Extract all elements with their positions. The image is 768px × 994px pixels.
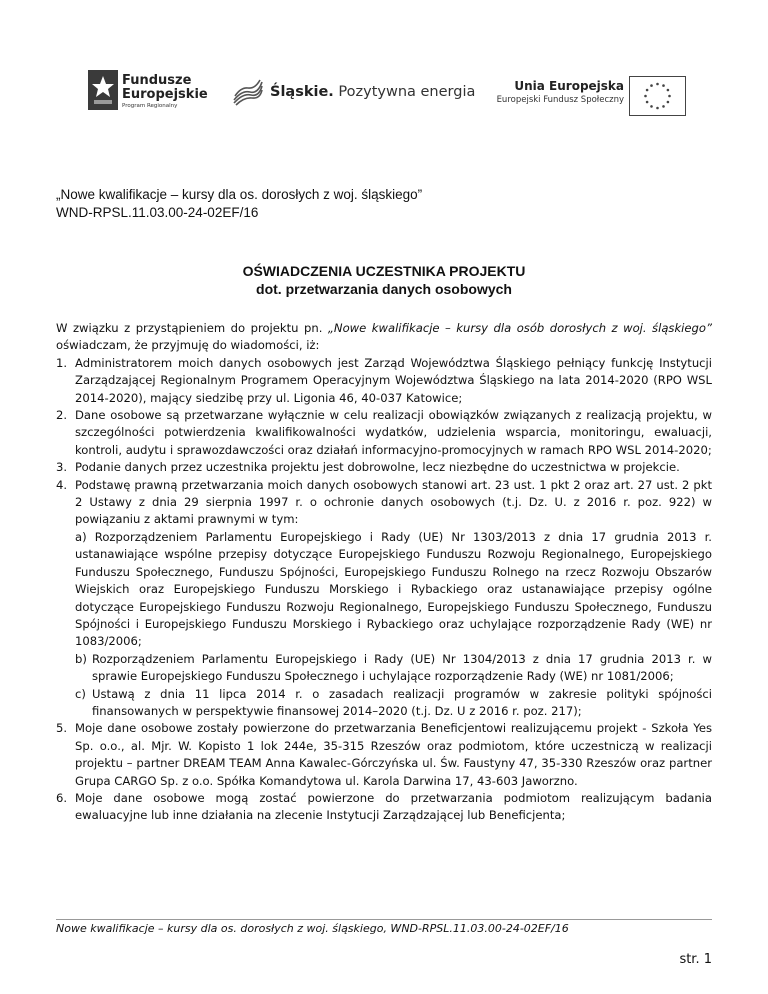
slaskie-wave-icon bbox=[232, 78, 264, 106]
fe-line3: Program Regionalny bbox=[122, 103, 178, 109]
item-text: Podstawę prawną przetwarzania moich danych osobowych stanowi art. 23 ust. 1 pkt 2 oraz art. 27 ust. 2 pkt 2 Ustawy z dnia 29 sierpnia 1997 r. o ochronie danych osobowych (t.j. Dz. U. z 2016 r. poz. 922) w powiązaniu z aktami prawnymi w tym: bbox=[75, 477, 712, 527]
sub-item-letter: a) bbox=[75, 529, 87, 544]
item-number: 6. bbox=[56, 790, 68, 805]
item-number: 3. bbox=[56, 460, 68, 475]
project-header bbox=[56, 186, 712, 222]
statement-list bbox=[56, 355, 712, 825]
sub-item-letter: b) bbox=[75, 651, 87, 666]
item-number: 4. bbox=[56, 477, 68, 492]
intro-pre: W związku z przystąpieniem do projektu pn. bbox=[56, 321, 328, 335]
intro-post: oświadczam, że przyjmuję do wiadomości, iż: bbox=[56, 338, 320, 353]
logo-bar bbox=[0, 68, 768, 118]
item-text: Moje dane osobowe mogą zostać powierzone do przetwarzania podmiotom realizującym badania ewaluacyjne lub inne działania na zlecenie Instytucji Zarządzającej lub Beneficjenta; bbox=[75, 790, 712, 823]
fe-line2: Europejskie bbox=[122, 87, 208, 102]
item-number: 1. bbox=[56, 355, 68, 370]
eu-title: Unia Europejska bbox=[514, 79, 624, 93]
list-item bbox=[56, 407, 712, 459]
sub-item-text: Ustawą z dnia 11 lipca 2014 r. o zasadach realizacji programów w zakresie polityki spójności finansowanych w perspektywie finansowej 2014–2020 (t.j. Dz. U z 2016 r. poz. 217); bbox=[92, 686, 712, 718]
intro-paragraph bbox=[56, 320, 712, 355]
project-code: WND-RPSL.11.03.00-24-02EF/16 bbox=[56, 205, 259, 220]
eu-subtitle: Europejski Fundusz Społeczny bbox=[496, 95, 624, 105]
title-line2: dot. przetwarzania danych osobowych bbox=[256, 281, 512, 297]
document-body bbox=[56, 320, 712, 825]
item-text: Dane osobowe są przetwarzane wyłącznie w celu realizacji obowiązków związanych z realizacją projektu, w szczególności potwierdzenia kwalifikowalności wydatków, udzielenia wsparcia, monitoringu, ewaluacji, kontroli, audytu i sprawozdawczości oraz działań informacyjno-promocyjnych w ramach RPO WSL 2014-2020; bbox=[75, 408, 712, 457]
eu-flag-icon bbox=[629, 76, 686, 116]
unia-europejska-logo bbox=[494, 76, 686, 116]
sub-item-text: Rozporządzeniem Parlamentu Europejskiego i Rady (UE) Nr 1304/2013 z dnia 17 grudnia 2013 r. w sprawie Europejskiego Funduszu Społecznego i uchylające rozporządzenie Rady (WE) nr 1081/2006; bbox=[92, 651, 712, 684]
sub-item bbox=[75, 651, 712, 686]
item-number: 2. bbox=[56, 408, 68, 423]
sub-item-letter: c) bbox=[75, 686, 86, 701]
item-text: Podanie danych przez uczestnika projektu jest dobrowolne, lecz niezbędne do uczestnictwa w projekcie. bbox=[75, 460, 680, 475]
list-item bbox=[56, 790, 712, 825]
project-name: „Nowe kwalifikacje – kursy dla os. dorosłych z woj. śląskiego” bbox=[56, 187, 423, 202]
item-text: Administratorem moich danych osobowych jest Zarząd Województwa Śląskiego pełniący funkcję Instytucji Zarządzającej Regionalnym Programem Operacyjnym Województwa Śląskiego na lata 2014-2020 (RPO WSL 2014-2020), mający siedzibę przy ul. Ligonia 46, 40-037 Katowice; bbox=[75, 355, 712, 405]
sub-item-text: Rozporządzeniem Parlamentu Europejskiego i Rady (UE) Nr 1303/2013 z dnia 17 grudnia 2013 r. ustanawiające wspólne przepisy dotyczące Europejskiego Funduszu Rozwoju Regionalnego, Europejskiego Funduszu Społecznego, Funduszu Spójności, Europejskiego Funduszu Rolnego na rzecz Rozwoju Obszarów Wiejskich oraz Europejskiego Funduszu Morskiego i Rybackiego oraz ustanawiające przepisy ogólne dotyczące Europejskiego Funduszu Rozwoju Regionalnego, Europejskiego Funduszu Społecznego, Funduszu Spójności i Europejskiego Funduszu Morskiego i Rybackiego oraz uchylające rozporządzenie Rady (WE) nr 1083/2006; bbox=[75, 529, 712, 649]
fundusze-europejskie-logo bbox=[88, 70, 218, 116]
footer-text: Nowe kwalifikacje – kursy dla os. dorosłych z woj. śląskiego, WND-RPSL.11.03.00-24-02EF/16 bbox=[56, 922, 569, 935]
list-item bbox=[56, 720, 712, 790]
list-item bbox=[56, 477, 712, 721]
slaskie-logo bbox=[232, 78, 476, 108]
footer-divider bbox=[56, 919, 712, 920]
sub-item bbox=[75, 529, 712, 651]
item-text: Moje dane osobowe zostały powierzone do przetwarzania Beneficjentowi realizującemu projekt - Szkoła Yes Sp. o.o., al. Mjr. W. Kopisto 1 lok 244e, 35-315 Rzeszów oraz podmiotom, które uczestniczą w realizacji projektu – partner DREAM TEAM Anna Kawalec-Górczyńska ul. Św. Faustyny 47, 35-330 Rzeszów oraz partner Grupa CARGO Sp. z o.o. Spółka Komandytowa ul. Karola Darwina 17, 43-603 Jaworzno. bbox=[75, 721, 712, 788]
intro-project-name: „Nowe kwalifikacje – kursy dla osób dorosłych z woj. śląskiego” bbox=[327, 321, 712, 335]
document-title bbox=[56, 262, 712, 298]
slaskie-rest: Pozytywna energia bbox=[333, 84, 476, 100]
page-number: str. 1 bbox=[679, 952, 712, 967]
sub-item bbox=[75, 686, 712, 721]
fe-line1: Fundusze bbox=[122, 73, 192, 88]
list-item bbox=[56, 355, 712, 407]
list-item bbox=[56, 459, 712, 476]
item-number: 5. bbox=[56, 721, 68, 736]
fe-star-icon bbox=[88, 70, 118, 110]
slaskie-bold: Śląskie. bbox=[270, 84, 334, 100]
slaskie-text bbox=[270, 84, 475, 100]
title-line1: OŚWIADCZENIA UCZESTNIKA PROJEKTU bbox=[242, 263, 526, 279]
